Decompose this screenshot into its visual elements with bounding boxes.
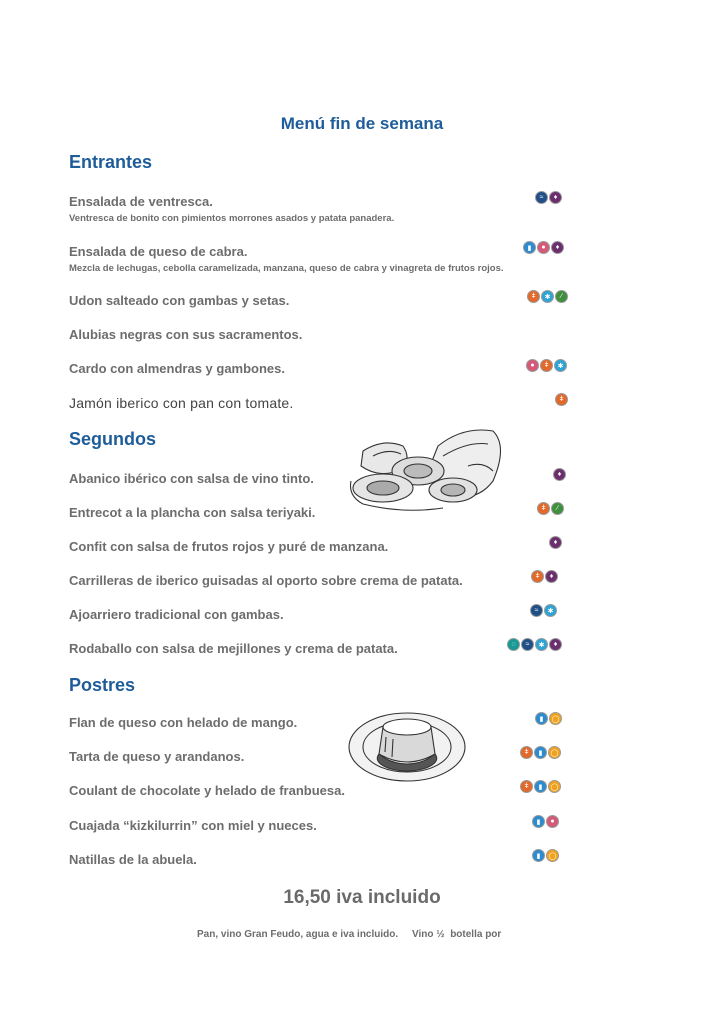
crustacean-icon: ✱: [541, 290, 554, 303]
milk-icon: ▮: [534, 780, 547, 793]
nuts-icon: ●: [537, 241, 550, 254]
sulphite-icon: ♦: [549, 638, 562, 651]
gluten-icon: ǂ: [540, 359, 553, 372]
section-entrantes: Entrantes: [69, 152, 153, 172]
egg-icon: ◯: [549, 712, 562, 725]
menu-footer-note: Pan, vino Gran Feudo, agua e iva incluido. Vino ½ botella por: [197, 929, 502, 940]
dish-name: Udon salteado con gambas y setas.: [69, 293, 290, 308]
soy-icon: ∕: [551, 502, 564, 515]
menu-title: Menú fin de semana: [280, 114, 444, 133]
dish-name: Ensalada de queso de cabra.: [69, 244, 248, 259]
allergen-icons: [537, 502, 564, 515]
allergen-icons: [520, 780, 561, 793]
allergen-icons: [507, 638, 562, 651]
meat-illustration: [343, 426, 508, 516]
menu-price: 16,50 iva incluido: [283, 887, 441, 908]
allergen-icons: [532, 815, 559, 828]
milk-icon: ▮: [535, 712, 548, 725]
allergen-icons: [531, 570, 558, 583]
nuts-icon: ●: [546, 815, 559, 828]
dish-name: Abanico ibérico con salsa de vino tinto.: [69, 471, 314, 486]
allergen-icons: [526, 359, 567, 372]
gluten-icon: ǂ: [537, 502, 550, 515]
allergen-icons: [535, 191, 562, 204]
dish-name: Rodaballo con salsa de mejillones y crema de patata.: [69, 641, 398, 656]
crustacean-icon: ✱: [535, 638, 548, 651]
dish-name: Ensalada de ventresca.: [69, 194, 213, 209]
allergen-icons: [535, 712, 562, 725]
section-postres: Postres: [69, 675, 136, 695]
flan-illustration: [346, 702, 468, 786]
section-segundos: Segundos: [69, 429, 157, 449]
milk-icon: ▮: [534, 746, 547, 759]
sulphite-icon: ♦: [553, 468, 566, 481]
sulphite-icon: ♦: [549, 536, 562, 549]
allergen-icons: [555, 393, 568, 406]
dish-name: Coulant de chocolate y helado de franbuesa.: [69, 783, 345, 798]
dish-name: Tarta de queso y arandanos.: [69, 749, 245, 764]
fish-icon: ≈: [530, 604, 543, 617]
sulphite-icon: ♦: [551, 241, 564, 254]
dish-description: Ventresca de bonito con pimientos morrones asados y patata panadera.: [69, 213, 395, 224]
nuts-icon: ●: [526, 359, 539, 372]
crustacean-icon: ✱: [544, 604, 557, 617]
milk-icon: ▮: [532, 849, 545, 862]
allergen-icons: [527, 290, 568, 303]
dish-name: Entrecot a la plancha con salsa teriyaki.: [69, 505, 316, 520]
gluten-icon: ǂ: [527, 290, 540, 303]
allergen-icons: [520, 746, 561, 759]
dish-name: Jamón iberico con pan con tomate.: [69, 395, 294, 411]
fish-icon: ≈: [535, 191, 548, 204]
milk-icon: ▮: [523, 241, 536, 254]
dish-name: Ajoarriero tradicional con gambas.: [69, 607, 284, 622]
allergen-icons: [523, 241, 564, 254]
mollusc-icon: ◌: [507, 638, 520, 651]
allergen-icons: [553, 468, 566, 481]
allergen-icons: [532, 849, 559, 862]
egg-icon: ◯: [548, 746, 561, 759]
soy-icon: ∕: [555, 290, 568, 303]
dish-name: Natillas de la abuela.: [69, 852, 197, 867]
crustacean-icon: ✱: [554, 359, 567, 372]
dish-name: Cardo con almendras y gambones.: [69, 361, 286, 376]
egg-icon: ◯: [548, 780, 561, 793]
gluten-icon: ǂ: [531, 570, 544, 583]
sulphite-icon: ♦: [549, 191, 562, 204]
allergen-icons: [549, 536, 562, 549]
dish-name: Confit con salsa de frutos rojos y puré de manzana.: [69, 539, 389, 554]
fish-icon: ≈: [521, 638, 534, 651]
dish-description: Mezcla de lechugas, cebolla caramelizada, manzana, queso de cabra y vinagreta de frutos rojos.: [69, 263, 504, 274]
sulphite-icon: ♦: [545, 570, 558, 583]
gluten-icon: ǂ: [555, 393, 568, 406]
dish-name: Alubias negras con sus sacramentos.: [69, 327, 303, 342]
dish-name: Cuajada “kizkilurrin” con miel y nueces.: [69, 818, 317, 833]
dish-name: Flan de queso con helado de mango.: [69, 715, 298, 730]
gluten-icon: ǂ: [520, 746, 533, 759]
egg-icon: ◯: [546, 849, 559, 862]
dish-name: Carrilleras de iberico guisadas al oporto sobre crema de patata.: [69, 573, 463, 588]
allergen-icons: [530, 604, 557, 617]
milk-icon: ▮: [532, 815, 545, 828]
gluten-icon: ǂ: [520, 780, 533, 793]
